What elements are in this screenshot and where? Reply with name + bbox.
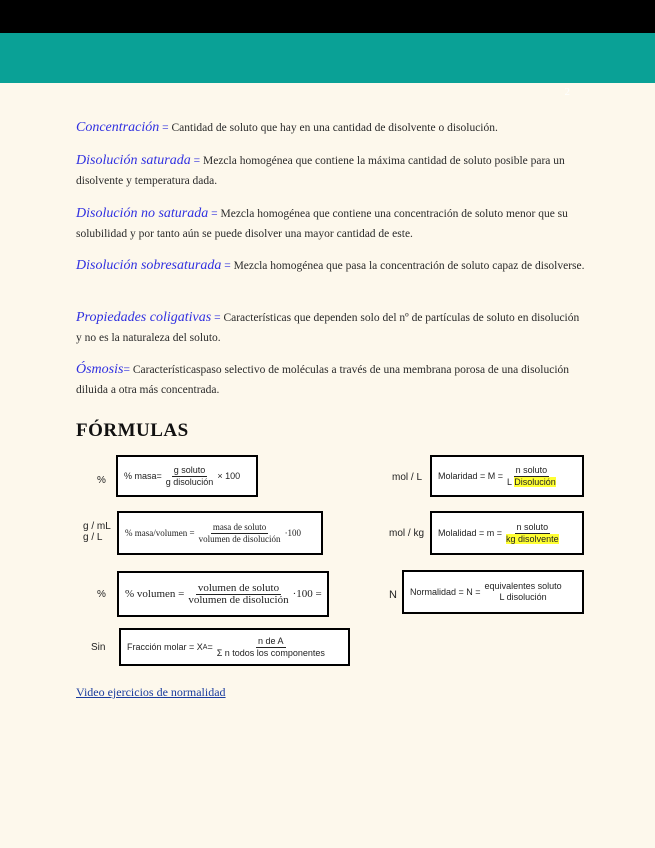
- term: Ósmosis: [76, 362, 124, 377]
- definition-text: Mezcla homogénea que pasa la concentración de soluto capaz de disolverse.: [233, 260, 585, 272]
- video-link[interactable]: Video ejercicios de normalidad: [76, 685, 226, 699]
- formula-masa: [116, 455, 258, 497]
- highlighted-text: Disolución: [514, 476, 556, 487]
- formula-volumen: [117, 571, 329, 617]
- equals-sign: =: [207, 642, 213, 652]
- formula-molalidad: [430, 511, 584, 555]
- denominator: Σ n todos los componentes: [216, 647, 325, 658]
- definition-text: Mezcla homogénea que contiene la máxima cantidad de soluto posible para un disolvente y temperatura dada.: [76, 155, 565, 187]
- formula-lhs: Molaridad = M =: [438, 471, 504, 481]
- formula-molaridad: [430, 455, 584, 497]
- top-black-bar: [0, 0, 655, 33]
- definition-text: Mezcla homogénea que contiene una concentración de soluto menor que su solubilidad y por tanto aún se puede disolver una mayor cantidad de este.: [76, 208, 568, 240]
- fraction: [505, 465, 558, 488]
- numerator: masa de soluto: [212, 521, 267, 532]
- equals: =: [211, 312, 224, 324]
- formula-fraccion-molar: [119, 628, 350, 666]
- definition-text: Características que dependen solo del nº de partículas de soluto en disolución y no es la naturaleza del soluto.: [76, 312, 580, 344]
- subscript: A: [202, 643, 208, 651]
- formula-normalidad: [402, 570, 584, 614]
- unit-label: %: [97, 475, 106, 486]
- term: Concentración: [76, 120, 160, 135]
- unit-label: %: [97, 589, 106, 600]
- formula-masa-volumen: [117, 511, 323, 555]
- denominator: g disolución: [165, 476, 214, 487]
- fraction: [164, 465, 216, 488]
- denominator: volumen de disolución: [188, 593, 289, 606]
- equals: =: [221, 260, 234, 272]
- numerator: equivalentes soluto: [484, 581, 562, 591]
- definition-no-saturada: [76, 204, 586, 244]
- unit-label: N: [389, 589, 397, 601]
- definition-osmosis: [76, 360, 586, 400]
- denominator: L disolución: [499, 592, 547, 602]
- unit-label: g / mL g / L: [83, 521, 111, 543]
- formula-lhs: Molalidad = m =: [438, 528, 503, 538]
- definition-saturada: [76, 151, 586, 191]
- equals: =: [208, 208, 221, 220]
- fraction: [215, 636, 327, 659]
- formula-lhs: Fracción molar = X: [127, 642, 203, 652]
- formula-lhs: % masa=: [124, 471, 162, 481]
- term: Disolución saturada: [76, 153, 191, 168]
- denominator: [505, 477, 558, 488]
- formula-tail: × 100: [217, 471, 241, 481]
- formula-lhs: % volumen =: [125, 588, 185, 600]
- fraction: [504, 522, 561, 545]
- highlighted-text: kg disolvente: [506, 533, 559, 544]
- denominator: volumen de disolución: [198, 533, 281, 544]
- numerator: volumen de soluto: [197, 581, 280, 594]
- denominator-prefix: L: [507, 476, 515, 487]
- formula-lhs: % masa/volumen =: [125, 528, 195, 538]
- term: Propiedades coligativas: [76, 310, 212, 325]
- unit-label: mol / L: [392, 472, 423, 483]
- definition-sobresaturada: [76, 256, 586, 276]
- formula-lhs: Normalidad = N =: [410, 587, 481, 597]
- numerator: n soluto: [515, 464, 548, 475]
- equals: =: [159, 122, 172, 134]
- equals: =: [123, 364, 133, 376]
- definition-text: Cantidad de soluto que hay en una cantidad de disolvente o disolución.: [171, 122, 498, 134]
- formulas-heading: FÓRMULAS: [76, 420, 189, 441]
- unit-label: mol / kg: [389, 528, 425, 539]
- term: Disolución no saturada: [76, 206, 209, 221]
- term: Disolución sobresaturada: [76, 258, 222, 273]
- definition-coligativas: [76, 308, 586, 348]
- equals: =: [190, 155, 203, 167]
- fraction: [197, 522, 283, 545]
- numerator: n de A: [258, 635, 284, 646]
- numerator: n soluto: [516, 521, 549, 532]
- formula-tail: ·100 =: [292, 588, 322, 600]
- fraction: [186, 583, 290, 606]
- fraction: [483, 581, 564, 603]
- definition-text: Característicaspaso selectivo de moléculas a través de una membrana porosa de una disolución diluida a otra más concentrada.: [76, 364, 570, 396]
- denominator: [504, 534, 561, 545]
- definition-concentracion: [76, 118, 586, 138]
- numerator: g soluto: [173, 464, 206, 475]
- unit-label: Sin: [91, 642, 106, 653]
- page-number: 2: [564, 86, 570, 98]
- header-band: [0, 33, 655, 98]
- formula-tail: ·100: [284, 528, 302, 538]
